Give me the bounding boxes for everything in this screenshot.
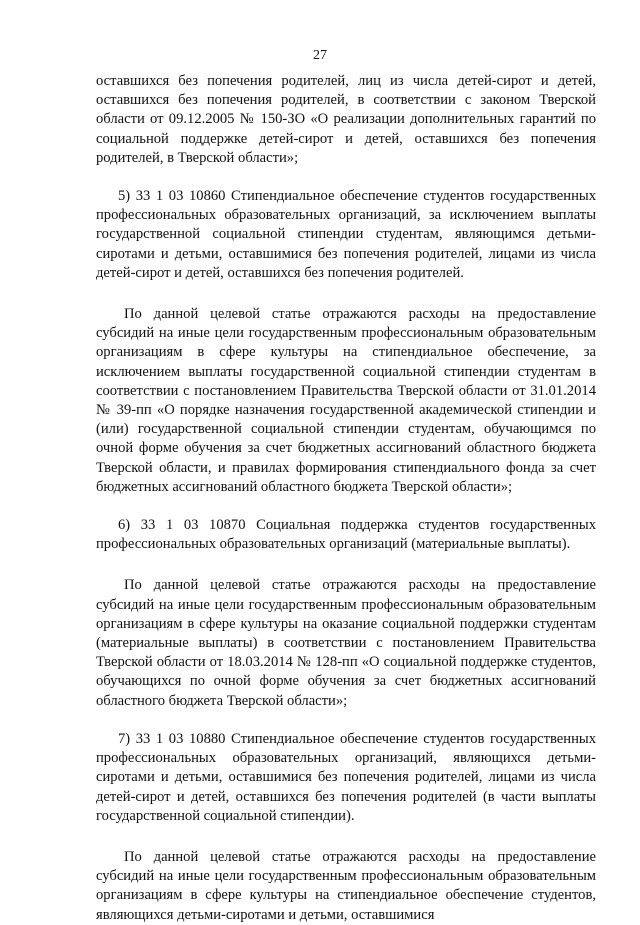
paragraph-item-5-description: По данной целевой статье отражаются расходы на предоставление субсидий на иные цели государственным профессиональным образовательным организациям в сфере культуры на стипендиальное обеспечение, за исключением выплаты государственной социальной стипендии студентам в соответствии с постановлением Правительства Тверской области от 31.01.2014 № 39-пп «О порядке назначения государственной академической стипендии и (или) государственной социальной стипендии студентам, обучающимся по очной форме обучения за счет бюджетных ассигнований областного бюджета Тверской области, и правилах формирования стипендиального фонда за счет бюджетных ассигнований областного бюджета Тверской области»; <box>96 306 596 495</box>
page-number: 27 <box>313 48 327 63</box>
paragraph-item-7-description: По данной целевой статье отражаются расходы на предоставление субсидий на иные цели государственным профессиональным образовательным организациям в сфере культуры на стипендиальное обеспечение студентов, являющихся детьми-сиротами и детьми, оставшимися <box>96 848 596 923</box>
document-body <box>96 72 596 925</box>
paragraph-item-7: 7) 33 1 03 10880 Стипендиальное обеспечение студентов государственных профессиональных образовательных организаций, являющихся детьми-сиротами и детьми, оставшимися без попечения родителей, лицами из числа детей-сирот и детей, оставшихся без попечения родителей (в части выплаты государственной социальной стипендии). <box>96 730 596 824</box>
paragraph-item-5: 5) 33 1 03 10860 Стипендиальное обеспечение студентов государственных профессиональных образовательных организаций, за исключением выплаты государственной социальной стипендии студентам, являющимся детьми-сиротами и детьми, оставшимися без попечения родителей, лицами из числа детей-сирот и детей, оставшихся без попечения родителей. <box>96 188 596 281</box>
paragraph-continuation: оставшихся без попечения родителей, лиц из числа детей-сирот и детей, оставшихся без попечения родителей, в соответствии с законом Тверской области от 09.12.2005 № 150-ЗО «О реализации дополнительных гарантий по социальной поддержке детей-сирот и детей, оставшихся без попечения родителей, в Тверской области»; <box>96 73 596 166</box>
paragraph-item-6-description: По данной целевой статье отражаются расходы на предоставление субсидий на иные цели государственным профессиональным образовательным организациям в сфере культуры на оказание социальной поддержки студентам (материальные выплаты) в соответствии с постановлением Правительства Тверской области от 18.03.2014 № 128-пп «О социальной поддержке студентов, обучающихся по очной форме обучения за счет бюджетных ассигнований областного бюджета Тверской области»; <box>96 577 596 709</box>
paragraph-item-6: 6) 33 1 03 10870 Социальная поддержка студентов государственных профессиональных образовательных организаций (материальные выплаты). <box>96 517 596 553</box>
